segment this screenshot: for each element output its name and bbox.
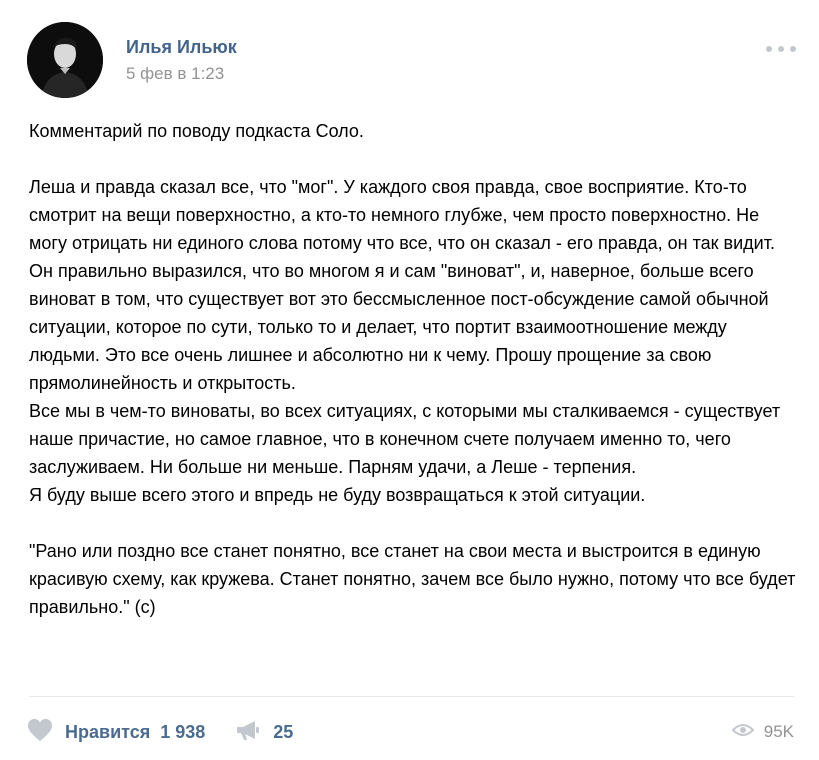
post-paragraph: Леша и правда сказал все, что "мог". У каждого своя правда, свое восприятие. Кто-то смотрит на вещи поверхностно, а кто-то немного глубже, чем просто поверхностно. Не могу отрицать ни единого слова потому что все, что он сказал - его правда, он так видит. Он правильно выразился, что во многом я и сам "виноват", и, наверное, больше всего виноват в том, что существует вот это бессмысленное пост-обсуждение самой обычной ситуации, которое по сути, только то и делает, что портит взаимоотношение между людьми. Это все очень лишнее и абсолютно ни к чему. Прошу прощение за свою прямолинейность и открытость.	[29, 177, 775, 393]
divider	[29, 696, 794, 697]
dot	[778, 46, 784, 52]
share-count: 25	[273, 721, 294, 742]
post-paragraph: Комментарий по поводу подкаста Соло.	[29, 121, 364, 141]
more-dots-icon[interactable]	[766, 44, 796, 54]
eye-icon	[732, 723, 764, 742]
dot	[766, 46, 772, 52]
author-avatar[interactable]	[27, 22, 103, 98]
paragraph-gap	[29, 509, 799, 537]
author-name[interactable]: Илья Ильюк	[126, 37, 237, 57]
post-paragraph: Я буду выше всего этого и впредь не буду возвращаться к этой ситуации.	[29, 485, 646, 505]
megaphone-icon	[235, 718, 273, 747]
dot	[790, 46, 796, 52]
share-button[interactable]	[235, 718, 293, 747]
views-counter	[732, 716, 794, 748]
like-button[interactable]	[27, 718, 205, 747]
post-paragraph: Все мы в чем-то виноваты, во всех ситуациях, с которыми мы сталкиваемся - существует наше причастие, но самое главное, что в конечном счете получаем именно то, чего заслуживаем. Ни больше ни меньше. Парням удачи, а Леше - терпения.	[29, 401, 781, 477]
like-label: Нравится	[65, 721, 151, 742]
like-count: 1 938	[160, 721, 206, 742]
post-actions	[27, 716, 293, 748]
heart-icon	[27, 718, 65, 747]
post-date[interactable]: 5 фев в 1:23	[126, 64, 225, 83]
views-count: 95K	[763, 722, 794, 741]
paragraph-gap	[29, 145, 799, 173]
post-paragraph: "Рано или поздно все станет понятно, все станет на свои места и выстроится в единую красивую схему, как кружева. Станет понятно, зачем все было нужно, потому что все будет правильно." (с)	[29, 541, 796, 617]
post-text	[29, 117, 799, 621]
